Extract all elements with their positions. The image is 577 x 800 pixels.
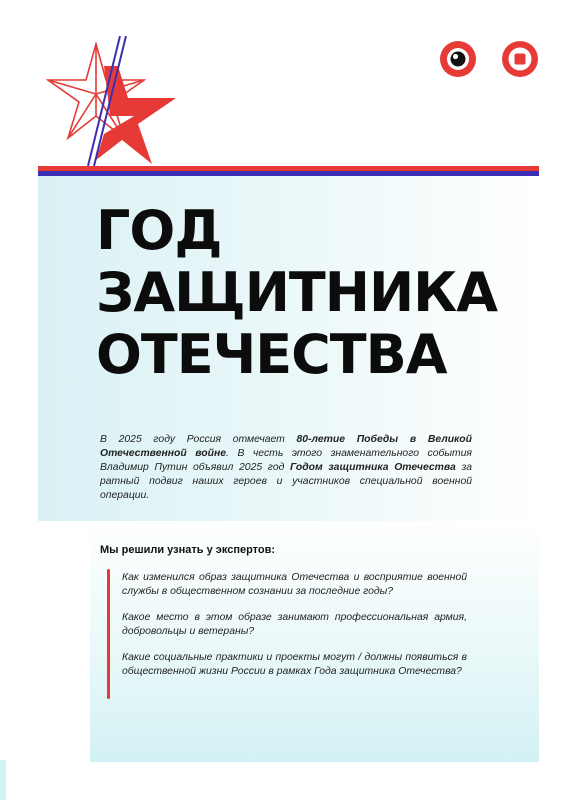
red-star-emblem-icon — [36, 36, 181, 171]
questions-accent-bar — [107, 569, 110, 699]
intro-text: . В честь этого знаменательного события Владимир Путин объявил 2025 год — [100, 448, 472, 473]
eye-icon[interactable] — [439, 40, 477, 78]
title-line: ГОД — [96, 199, 222, 262]
questions-list — [122, 571, 467, 691]
question-item: Какие социальные практики и проекты могут / должны появиться в общественной жизни России в рамках Года защитника Отечества? — [122, 652, 467, 677]
intro-text: В 2025 году Россия отмечает — [100, 434, 297, 445]
intro-text: за ратный подвиг наших героев и участников специальной военной операции. — [100, 462, 472, 501]
intro-emphasis: 80-летие Победы в Великой Отечественной войне — [100, 434, 473, 459]
experts-heading: Мы решили узнать у экспертов: — [100, 544, 276, 556]
corner-decoration — [0, 760, 6, 800]
page-title — [96, 200, 526, 386]
stop-icon[interactable] — [501, 40, 539, 78]
intro-paragraph — [100, 433, 472, 503]
intro-emphasis: Годом защитника Отечества — [290, 462, 456, 473]
question-item: Какое место в этом образе занимают профессиональная армия, добровольцы и ветераны? — [122, 612, 467, 637]
question-item: Как изменился образ защитника Отечества и восприятие военной службы в общественном сознании за последние годы? — [122, 572, 467, 597]
header-stripes — [38, 166, 539, 176]
title-line: ОТЕЧЕСТВА — [96, 323, 447, 386]
title-line: ЗАЩИТНИКА — [96, 261, 498, 324]
